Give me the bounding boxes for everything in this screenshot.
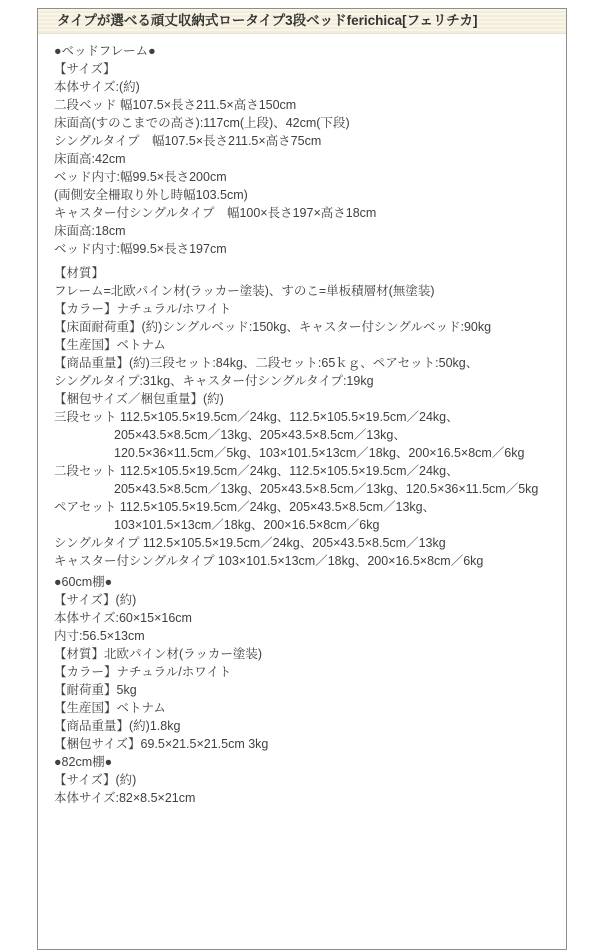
spec-line: 【サイズ】 [54, 62, 116, 76]
spec-line: 本体サイズ:82×8.5×21cm [54, 791, 196, 805]
spec-line: 【サイズ】(約) [54, 593, 137, 607]
spec-line: キャスター付シングルタイプ 幅100×長さ197×高さ18cm [54, 206, 377, 220]
spec-line: 103×101.5×13cm／18kg、200×16.5×8cm／6kg [114, 518, 380, 532]
spec-line: 床面高:18cm [54, 224, 126, 238]
section-heading-shelf-60cm: ●60cm棚● [54, 575, 113, 589]
spec-line: (両側安全柵取り外し時幅103.5cm) [54, 188, 248, 202]
spec-line: ベッド内寸:幅99.5×長さ200cm [54, 170, 227, 184]
spec-line: 【梱包サイズ】69.5×21.5×21.5cm 3kg [54, 737, 269, 751]
spec-line: シングルタイプ 幅107.5×長さ211.5×高さ75cm [54, 134, 322, 148]
spec-line: 【商品重量】(約)1.8kg [54, 719, 181, 733]
spec-line: 【カラー】ナチュラル/ホワイト [54, 665, 232, 679]
product-title: タイプが選べる頑丈収納式ロータイプ3段ベッドferichica[フェリチカ] [57, 13, 478, 28]
spec-line: 【商品重量】(約)三段セット:84kg、二段セット:65ｋｇ、ペアセット:50kg、 [54, 356, 479, 370]
spec-line: 120.5×36×11.5cm／5kg、103×101.5×13cm／18kg、200×16.5×8cm／6kg [114, 446, 525, 460]
spec-body [38, 34, 566, 807]
spec-line: 【生産国】ベトナム [54, 701, 166, 715]
spec-line-packing-label: 【梱包サイズ／梱包重量】(約) [54, 392, 224, 406]
product-title-bar [38, 9, 566, 34]
spec-line: 205×43.5×8.5cm／13kg、205×43.5×8.5cm／13kg、120.5×36×11.5cm／5kg [114, 482, 539, 496]
spec-line: シングルタイプ 112.5×105.5×19.5cm／24kg、205×43.5×8.5cm／13kg [54, 536, 446, 550]
spec-line: 【生産国】ベトナム [54, 338, 166, 352]
spec-line: 【耐荷重】5kg [54, 683, 137, 697]
section-heading-bed-frame: ●ベッドフレーム● [54, 44, 156, 58]
spec-line: 二段セット 112.5×105.5×19.5cm／24kg、112.5×105.5×19.5cm／24kg、 [54, 464, 459, 478]
section-heading-shelf-82cm: ●82cm棚● [54, 755, 113, 769]
spec-line: 【材質】北欧パイン材(ラッカー塗装) [54, 647, 263, 661]
spec-line: ペアセット 112.5×105.5×19.5cm／24kg、205×43.5×8.5cm／13kg、 [54, 500, 436, 514]
spec-line: 内寸:56.5×13cm [54, 629, 145, 643]
spec-line: 【床面耐荷重】(約)シングルベッド:150kg、キャスター付シングルベッド:90kg [54, 320, 492, 334]
spec-line: 三段セット 112.5×105.5×19.5cm／24kg、112.5×105.5×19.5cm／24kg、 [54, 410, 459, 424]
spec-line-material-label: 【材質】 [54, 266, 105, 280]
spec-line: フレーム=北欧パイン材(ラッカー塗装)、すのこ=単板積層材(無塗装) [54, 284, 435, 298]
spec-line: 本体サイズ:60×15×16cm [54, 611, 192, 625]
spec-line: 床面高(すのこまでの高さ):117cm(上段)、42cm(下段) [54, 116, 350, 130]
spec-line: 205×43.5×8.5cm／13kg、205×43.5×8.5cm／13kg、 [114, 428, 406, 442]
spec-line: キャスター付シングルタイプ 103×101.5×13cm／18kg、200×16.5×8cm／6kg [54, 554, 484, 568]
spec-line: 【カラー】ナチュラル/ホワイト [54, 302, 232, 316]
spec-line: ベッド内寸:幅99.5×長さ197cm [54, 242, 227, 256]
spec-line: 床面高:42cm [54, 152, 126, 166]
spec-line: 本体サイズ:(約) [54, 80, 140, 94]
product-spec-panel [37, 8, 567, 950]
spec-line: 二段ベッド 幅107.5×長さ211.5×高さ150cm [54, 98, 297, 112]
spec-line: 【サイズ】(約) [54, 773, 137, 787]
spec-line: シングルタイプ:31kg、キャスター付シングルタイプ:19kg [54, 374, 374, 388]
